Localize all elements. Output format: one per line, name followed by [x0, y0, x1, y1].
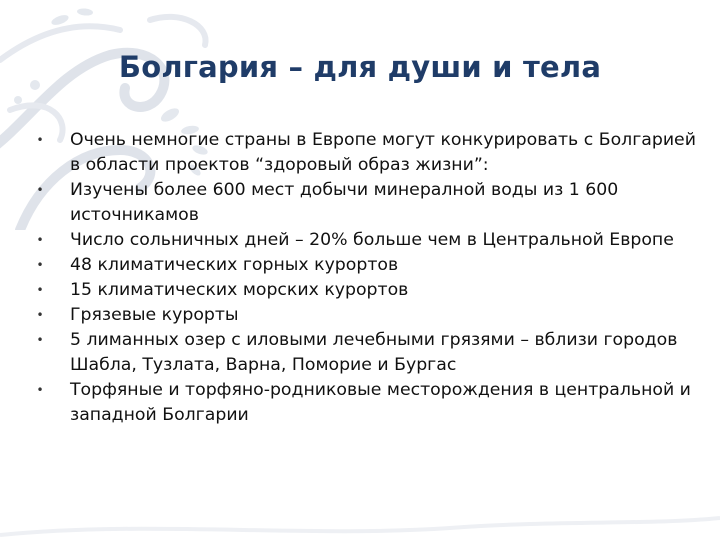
bullet-dot-icon: • — [36, 333, 44, 347]
bullet-text: 5 лиманных озер с иловыми лечебными грязями – вблизи городов Шабла, Тузлата, Варна, Поморие и Бургас — [70, 330, 678, 375]
bullet-dot-icon: • — [36, 308, 44, 322]
bullet-item — [30, 378, 700, 428]
bullet-item — [30, 178, 700, 228]
bullet-item — [30, 253, 700, 278]
bottom-wave-decoration-icon — [0, 480, 720, 540]
bullet-text: Грязевые курорты — [70, 305, 239, 325]
slide-title: Болгария – для души и тела — [118, 50, 602, 84]
bullet-item — [30, 303, 700, 328]
bullet-item — [30, 328, 700, 378]
bullet-text: Изучены более 600 мест добычи минералной воды из 1 600 источникамов — [70, 180, 619, 225]
bullet-text: 15 климатических морских курортов — [70, 280, 409, 300]
bullet-dot-icon: • — [36, 383, 44, 397]
bullet-dot-icon: • — [36, 183, 44, 197]
bullet-dot-icon: • — [36, 283, 44, 297]
bullet-list — [30, 128, 700, 428]
bullet-item — [30, 278, 700, 303]
bullet-text: Торфяные и торфяно-родниковые месторождения в центральной и западной Болгарии — [70, 380, 691, 425]
bullet-text: Число сольничных дней – 20% больше чем в Центральной Европе — [70, 230, 674, 250]
bullet-item — [30, 228, 700, 253]
bullet-dot-icon: • — [36, 133, 44, 147]
bullet-text: Очень немногие страны в Европе могут конкурировать с Болгарией в области проектов “здоровый образ жизни”: — [70, 130, 696, 175]
bullet-text: 48 климатических горных курортов — [70, 255, 399, 275]
bullet-dot-icon: • — [36, 233, 44, 247]
bullet-item — [30, 128, 700, 178]
bullet-dot-icon: • — [36, 258, 44, 272]
